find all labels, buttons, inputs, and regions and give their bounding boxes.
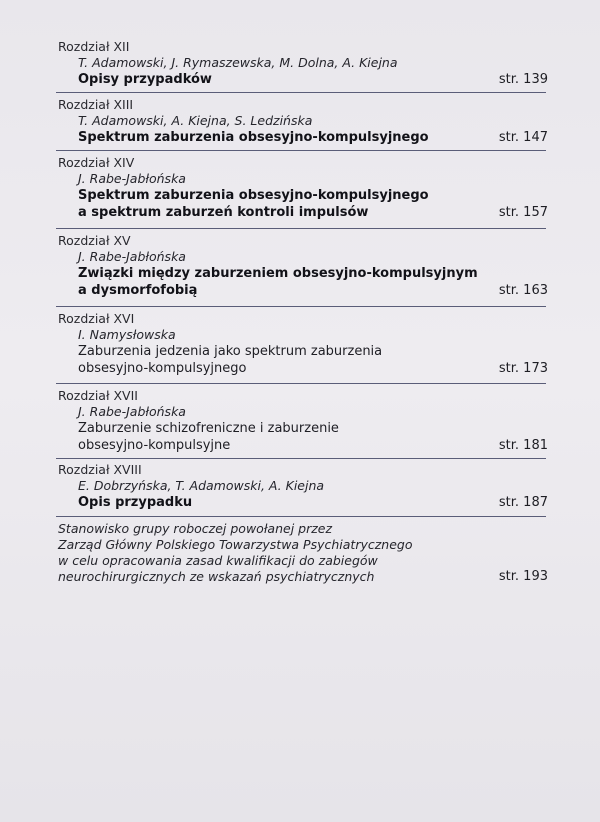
chapter-authors: I. Namysłowska <box>78 327 176 342</box>
statement-line: Stanowisko grupy roboczej powołanej przez <box>58 521 333 536</box>
chapter-title-line: Opisy przypadków <box>78 72 212 87</box>
statement-line: neurochirurgicznych ze wskazań psychiatrycznych <box>58 569 375 584</box>
chapter-label: Rozdział XVI <box>58 311 135 326</box>
toc-entry-xvi <box>58 310 548 377</box>
entry-separator <box>56 150 546 151</box>
entry-separator <box>56 516 546 517</box>
toc-entry-xvii <box>58 387 548 454</box>
chapter-title <box>78 265 548 299</box>
chapter-label: Rozdział XIII <box>58 97 134 112</box>
page-reference: str. 157 <box>498 205 548 220</box>
chapter-title <box>78 129 548 146</box>
entry-separator <box>56 228 546 229</box>
chapter-title <box>78 343 548 377</box>
chapter-title <box>78 187 548 221</box>
page-reference: str. 181 <box>498 438 548 453</box>
chapter-title-line: a spektrum zaburzeń kontroli impulsów <box>78 205 369 220</box>
chapter-authors: J. Rabe-Jabłońska <box>78 404 186 419</box>
chapter-title-line: Zaburzenia jedzenia jako spektrum zaburzenia <box>78 344 383 359</box>
page-reference: str. 193 <box>498 569 548 584</box>
toc-entry-xviii <box>58 461 548 511</box>
chapter-authors: E. Dobrzyńska, T. Adamowski, A. Kiejna <box>78 478 325 493</box>
chapter-authors: T. Adamowski, J. Rymaszewska, M. Dolna, A. Kiejna <box>78 55 398 70</box>
chapter-title-line: Zaburzenie schizofreniczne i zaburzenie <box>78 421 339 436</box>
chapter-label: Rozdział XVII <box>58 388 138 403</box>
toc-entry-xv <box>58 232 548 299</box>
toc-entry-xiii <box>58 96 548 146</box>
chapter-authors: J. Rabe-Jabłońska <box>78 171 186 186</box>
page-reference: str. 187 <box>498 495 548 510</box>
statement-line: w celu opracowania zasad kwalifikacji do zabiegów <box>58 553 378 568</box>
entry-separator <box>56 306 546 307</box>
chapter-authors: T. Adamowski, A. Kiejna, S. Ledzińska <box>78 113 313 128</box>
toc-entry-xii <box>58 38 548 88</box>
chapter-title <box>78 420 548 454</box>
page-reference: str. 163 <box>498 283 548 298</box>
chapter-title-line: Spektrum zaburzenia obsesyjno-kompulsyjnego <box>78 130 429 145</box>
entry-separator <box>56 383 546 384</box>
statement-line: Zarząd Główny Polskiego Towarzystwa Psychiatrycznego <box>58 537 413 552</box>
chapter-title-line: Związki między zaburzeniem obsesyjno-kompulsyjnym <box>78 266 478 281</box>
chapter-title-line: obsesyjno-kompulsyjnego <box>78 361 247 376</box>
chapter-title-line: a dysmorfofobią <box>78 283 198 298</box>
chapter-title-line: obsesyjno-kompulsyjne <box>78 438 231 453</box>
chapter-label: Rozdział XII <box>58 39 130 54</box>
chapter-label: Rozdział XIV <box>58 155 135 170</box>
chapter-label: Rozdział XV <box>58 233 131 248</box>
entry-separator <box>56 92 546 93</box>
chapter-title-line: Spektrum zaburzenia obsesyjno-kompulsyjnego <box>78 188 429 203</box>
chapter-title-line: Opis przypadku <box>78 495 193 510</box>
chapter-title <box>78 494 548 511</box>
toc-entry-statement <box>58 521 548 585</box>
page-reference: str. 173 <box>498 361 548 376</box>
chapter-authors: J. Rabe-Jabłońska <box>78 249 186 264</box>
chapter-title <box>78 71 548 88</box>
chapter-label: Rozdział XVIII <box>58 462 142 477</box>
page-reference: str. 139 <box>498 72 548 87</box>
toc-entry-xiv <box>58 154 548 221</box>
page-reference: str. 147 <box>498 130 548 145</box>
entry-separator <box>56 458 546 459</box>
